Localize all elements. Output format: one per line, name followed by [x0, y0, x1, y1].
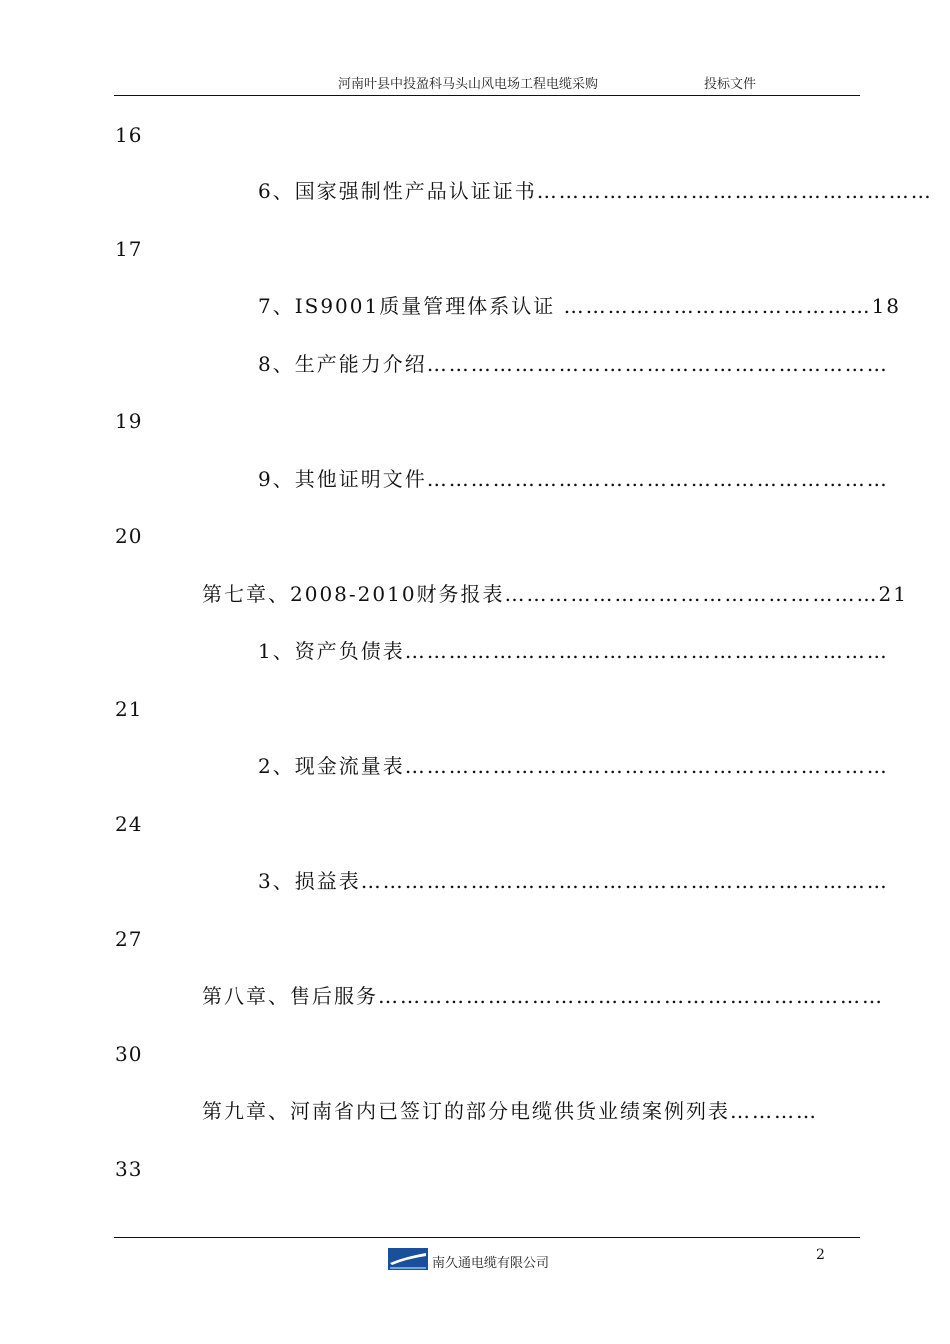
toc-page-number: 27: [115, 927, 143, 951]
toc-entry[interactable]: 3、损益表………………………………………………………………: [258, 869, 889, 893]
toc-page-number: 30: [115, 1042, 143, 1066]
toc-page-number: 33: [115, 1157, 143, 1181]
footer-company-name: 南久通电缆有限公司: [432, 1256, 550, 1271]
header-doc-type: 投标文件: [704, 77, 757, 92]
toc-entry[interactable]: 2、现金流量表…………………………………………………………: [258, 754, 889, 778]
company-logo-icon: [388, 1248, 428, 1270]
page-header: [114, 76, 860, 94]
footer-rule: [114, 1237, 860, 1238]
toc-chapter-entry[interactable]: 第七章、2008-2010财务报表……………………………………………21: [202, 582, 909, 606]
header-rule: [114, 95, 860, 96]
toc-entry[interactable]: 1、资产负债表…………………………………………………………: [258, 639, 889, 663]
toc-chapter-entry[interactable]: 第八章、售后服务……………………………………………………………: [202, 984, 884, 1008]
toc-page-number: 17: [115, 237, 143, 261]
toc-page-number: 19: [115, 409, 143, 433]
toc-entry[interactable]: 9、其他证明文件………………………………………………………: [258, 467, 889, 491]
toc-page-number: 20: [115, 524, 143, 548]
toc-entry[interactable]: 7、IS9001质量管理体系认证 ……………………………………18: [258, 294, 902, 318]
toc-entry[interactable]: 8、生产能力介绍………………………………………………………: [258, 352, 889, 376]
header-title: 河南叶县中投盈科马头山风电场工程电缆采购: [338, 77, 599, 92]
toc-entry[interactable]: 6、国家强制性产品认证证书………………………………………………: [258, 179, 933, 203]
toc-chapter-entry[interactable]: 第九章、河南省内已签订的部分电缆供货业绩案例列表…………: [202, 1099, 818, 1123]
toc-page-number: 16: [115, 123, 143, 147]
toc-page-number: 21: [115, 697, 143, 721]
toc-page-number: 24: [115, 812, 143, 836]
footer-page-number: 2: [816, 1247, 825, 1263]
